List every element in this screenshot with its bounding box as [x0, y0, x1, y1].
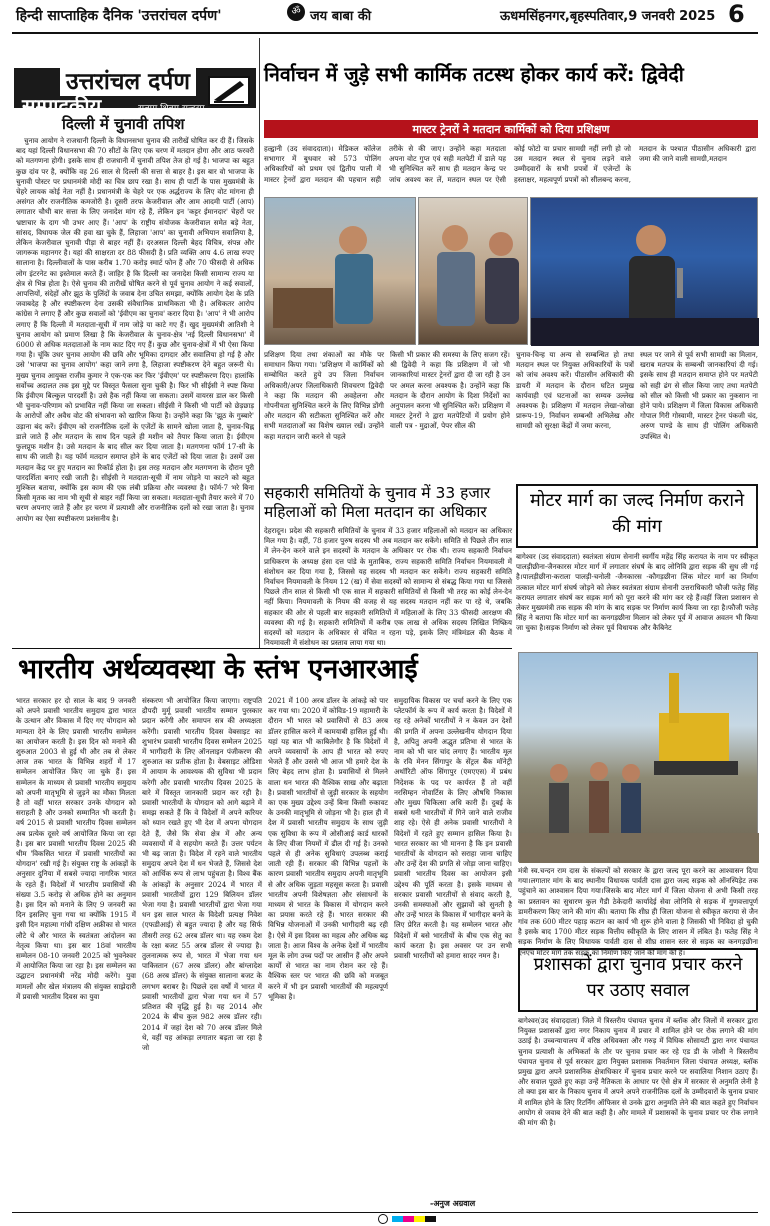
training-photo-1: [264, 197, 416, 345]
om-symbol: ॐ: [287, 3, 305, 21]
story1-col-c: चुनाव-चिन्ह या अन्य से सम्बन्धित हो तथा मतदान स्थल पर नियुक्त अधिकारियों के पत्रों को जांच अवश्य करें। पीठासीन अधिकारी की डायरी में मतदान के दौरान घटित प्रमुख कार्यवाही एवं घटनाओं का सम्यक्‍ उल्लेख अवश्यक है। प्रशिक्षण में मतदान लेखा-जोखा प्रारूप-19, निर्वाचन सम्बन्धी अभिलेख और सामग्री को सुरक्षा केंद्रों में जमा करना,: [516, 350, 634, 431]
column-divider: [259, 38, 260, 648]
story5-title: भारतीय अर्थव्यवस्था के स्तंभ एनआरआई: [18, 654, 418, 685]
editorial-section: सम्पादकीय: [22, 94, 102, 118]
story3-title: मोटर मार्ग का जल्द निर्माण कराने की मांग: [529, 490, 745, 537]
story5-col4: समुदायिक विकास पर चर्चा करने के लिए एक प्लेटफॉर्म के रूप में कार्य करता है। विदेशों में रह रहे अनेकों भारतीयों ने न केवल उन देशों की प्रगति में अपना उल्लेखनीय योगदान दिया है, अपितु अपनी अद्भुत प्रतिभा से भारत के नाम को भी चार चांद लगाए हैं। भारतीय मूल के रवि मेनन सिंगापुर के सेंट्रल बैंक मॉनेट्री अथॉरिटी ऑफ सिंगापुर (एमएएस) में प्रबंध निदेशक के पद पर कार्यरत हैं तो वहीं नरसिम्हन नोवार्टिस के लिए औषधि निकास और मुख्य चिकित्सा अधि कारी हैं। दुबई के सबसे धनी भारतीयों में गिने जाने वाले राजीव शाह रहे। ऐसे ही अनेक प्रवासी भारतीयों ने विदेशों में रहते हुए सम्मान हासिल किया है। भारत सरकार का भी मानना है कि इन प्रवासी भारतीयों के योगदान को सराहा जाना चाहिए और उन्हें देश की प्रगति से जोड़ा जाना चाहिए। प्रवासी भारतीय दिवस का आयोजन इसी उद्देश्य की पूर्ति करता है। इसके माध्यम से सरकार प्रवासी भारतीयों से संवाद करती है, उनकी समस्याओं और सुझावों को सुनती है और उन्हें भारत के विकास में भागीदार बनने के लिए प्रेरित करती है। यह सम्मेलन भारत और विदेशों में बसे भारतीयों के बीच एक सेतु का कार्य करता है। इस अवसर पर उन सभी प्रवासी भारतीयों को हमारा सादर नमन है।: [394, 696, 512, 961]
registration-target: [378, 1214, 388, 1224]
story5-byline: -अनुज अग्रवाल: [430, 1199, 476, 1208]
training-photo-2: [418, 197, 528, 345]
story3-body: बागेश्वर (उद संवाददाता) स्वतंत्रता संग्राम सेनानी स्वर्गीय महेंद्र सिंह करायत के नाम पर स्वीकृत पालड़ीछीना-जैनकारस मोटर मार्ग में लगातार संघर्ष के बाद लोनिवि द्वारा सड़क की सुध ली गई है।पालड़ीछीना-कराला पालड़ी-चनोली -जैनकारस -कौगड़छीना लिंक मोटर मार्ग का निर्माण तत्काल मोटर मार्ग संघर्ष जोड़ने को लेकर स्वतंत्रता संग्राम सेनानी उत्तराधिकारी फौजी फतेह सिंह करायत लगातार संघर्ष कर सड़क मार्ग को पूरा करने की मांग कर रहे हैं।वहीं जिला प्रशासन से लेकर मुख्यमंत्री तक सड़क की मांग के बाद सड़क पर निर्माण कार्य किया जा रहा है।फौजी फतेह सिंह ने बताया कि मोटर मार्ग का कनगड़छीना मिलान को लेकर पूर्व में आवाज अवतन भी किया जा चुका है।सड़क निर्माण को लेकर पूर्व विधायक और कैबिनेट: [516, 552, 758, 633]
story3-continuation: मंत्री स्व.चन्दन राम दास के संकल्पों को सरकार के द्वारा जल्द पूरा करने का आश्वासन दिया गया।लगातार मांग के बाद स्थानीय विधायक पार्वती दास द्वारा जल्द सड़क को ऑनस्पिड़ेट तक पहुंचाने का आश्वासन दिया गया।जिसके बाद मोटर मार्ग में जिला योजना से अभी किसी तरह का प्रस्तावन का सुधारण कुल गैडी ठेकेदारी कार्यादेई सेवा लोनिवि से सड़क में गुणवत्तापूर्ण डामरीकरण किए जाने की मांग की। बताया कि शीघ्र ही जिला योजना से स्वीकृत कराया से जैन गांव तक 600 मीटर पहाड़ कटान का कार्य भी शुरू होने वाला है जिसकी भी निविदा हो चुकी है इसके बाद 1700 मीटर सड़क वित्तीय स्वीकृति के लिए शासन में लंबित है। फतेह सिंह ने सड़क निर्माण के लिए विधायक पार्वती दास से शीघ्र शासन स्तर से सड़क का कनगड़छीना एनएच मोटर मार्ग तक सड़क का निर्माण किए जाने की मांग की है।: [518, 866, 758, 957]
footer-rule: [12, 1212, 758, 1213]
tagline: जय बाबा की: [310, 9, 372, 24]
story1-col-d: स्थल पर जाने से पूर्व सभी सामग्री का मिलान, खराब मतपत्र के सम्बन्धी जानकारियां दी गई। इसके साथ ही मतदान समाप्त होने पर मतपेटी को सही ढंग से सील किया जाए तथा मतपेटी को सील को किसी भी प्रकार का नुकसान ना होने पाये। प्रशिक्षण में जिला विकास अधिकारी गोपाल गिरी गोस्वामी, मास्टर ट्रेनर पंकजी चंद, अरुण पाण्डे के साथ ही पोलिंग अधिकारी उपस्थित थे।: [640, 350, 758, 441]
editorial-body: चुनाव आयोग ने राजधानी दिल्ली के विधानसभा चुनाव की तारीखें घोषित कर दी हैं। जिसके बाद यहां दिल्ली विधानसभा की 70 सीटों के लिए एक चरण में मतदान होगा और आठ फरवरी को मतगणना होगी। इसके साथ ही राजधानी में चुनावी तपिश तेज हो गई है। भाजपा का बहुत कुछ दांव पर है, क्योंकि वह 26 साल से दिल्ली की सत्ता से बाहर है। इस बार वो भाजपा के चुनावी पोस्टर पर प्रधानमंत्री मोदी का चित्र छाप रखा है। साथ ही पार्टी के पास मुख्यमंत्री के चेहरे लायक कोई नेता नहीं है। प्रधानमंत्री के चेहरे पर एक अर्द्धराज्य के लिए वोट मांगना ही असंगत और राजनीतिक कमजोरी है। दूसरी तरफ केजरीवाल और आम आदमी पार्टी (आप) लगातार चौथी बार सत्ता के लिए जनादेश मांग रहे हैं, लेकिन इन 'कट्टर ईमानदार' चेहरों पर भ्रष्टाचार के दाग भी उभर आए हैं। 'आप' के राष्ट्रीय संयोजक केजरीवाल समेत बड़े नेता, सांसद, विधायक जेल की हवा खा चुके हैं, लिहाजा 'आप' का चुनावी अभियान सवालिया है, लेकिन केजरीवाल चुनावी पीड़ा से बाहर नहीं हैं। दरअसल दिल्ली बेहद विचित्र, संपन्न और जागरूक महानगर है। यहां की साक्षरता दर 88 फीसदी है। प्रति व्यक्ति आय 4.6 लाख रुपए सालाना है। दिल्लीवालों के पास करीब 1.70 करोड़ स्मार्ट फोन हैं और 70 फीसदी से अधिक लोग इंटरनेट का इस्तेमाल करते हैं। जाहिर है कि दिल्ली का जनादेश किसी सामान्य राज्य या क्षेत्र से भिन्न होता है। ऐसे चुनाव की तारीखें घोषित करने से पूर्व चुनाव आयोग ने कई सवालों, आपत्तियों, संदेहों और झूठ के पुलिंदों के जवाब देना उचित समझा, क्योंकि आयोग देश के प्रति जवाबदेह है और स्पष्टीकरण देना उसकी संवैधानिक प्राथमिकता भी है। अधिकतर आरोप कांग्रेस ने लगाए हैं और कुछ सवालों को 'ईवीएम का चुनाव' करार दिया है। 'आप' ने भी आरोप लगाए हैं कि दिल्ली में मतदाता-सूची में नाम जोड़े या काटे गए हैं। खुद मुख्यमंत्री आतिशी ने चुनाव आयोग को प्रमाण लिखा है कि केजरीवाल के चुनाव-क्षेत्र 'नई दिल्ली विधानसभा' में 6000 से अधिक मतदाताओं के नाम काट दिए गए हैं। कुछ और चुनाव-क्षेत्रों में भी ऐसा किया गया है। चूंकि उधर चुनाव आयोग की छवि और भूमिका दागदार और सवालिया हो गई है और उसे 'भाजपा का चुनाव आयोग' कहा जाने लगा है, लिहाजा स्पष्टीकरण देने बहुत जरूरी थे। मुख्य चुनाव आयुक्त राजीव कुमार ने एक-एक कर फिर 'ईवीएम' पर स्पष्टीकरण दिए। हालांकि सर्वोच्च अदालत तक इस मुद्दे पर विस्तृत फैसला सुना चुकी है। फिर भी सीईसी ने स्पष्ट किया कि ईवीएम बिल्कुल पारदर्शी है। उसे हैक नहीं किया जा सकता। उसमें वायरस डाल कर किसी भी चुनाव-परिणाम को प्रभावित नहीं किया जा सकता। सीईसी ने किसी भी पार्टी को छेड़छाड़ के आरोपों और अवैध वोट की संभावना को खारिज किया है। उन्होंने कहा कि 'झूठ के गुब्बारे' उड़ाना बंद करें। ईवीएम को राजनीतिक दलों के एजेंटों के सामने खोला जाता है, चुनाव-चिह्न डाले जाते हैं और मतदान के साथ दिन पहले ही मशीन को तैयार किया जाता है। ईवीएम फुलप्रूफ मशीन है। उसे मतदान के बाद सील कर दिया जाता है। मतगणना फॉर्म 17-सी के साथ की जाती है। यह फॉर्म मतदान समाप्त होने के बाद एजेंटों को दिया जाता है। उसमें उस मतदान केंद्र पर हुए मतदान का रिकॉर्ड होता है। इस तरह मतदान और मतगणना के दौरान पूरी पारदर्शिता बनाए रखी जाती है। सीईसी ने मतदाता-सूची में नाम जोड़ने या काटने को बहुत मुश्किल बताया, क्योंकि इस काम की एक लंबी प्रक्रिया और व्यवस्था है। फॉर्म-7 भरे बिना किसी मृतक का नाम भी सूची से बाहर नहीं किया जा सकता। मतदाता-सूची तैयार करने में 70 चरण अपनाए जाते हैं और हर चरण में प्रत्याशी और राजनीतिक दलों को रखा जाता है। चुनाव आयोग का ऐसा स्पष्टीकरण प्रशंसनीय है।: [16, 136, 254, 523]
story5-col1: भारत सरकार हर दो साल के बाद 9 जनवरी को अपने प्रवासी भारतीय समुदाय द्वारा भारत के उत्थान और विकास में दिए गए योगदान को मान्यता देने के लिए प्रवासी भारतीय सम्मेलन का आयोजन करती है। इस दिन को मनाने की शुरुआत 2003 से हुई थी और तब से लेकर आज तक भारत के विभिन्न शहरों में 17 सम्मेलन आयोजित किए जा चुके हैं। इस सम्मेलन के माध्यम से प्रवासी भारतीय समुदाय को अपनी मातृभूमि से जुड़ने का मौका मिलता है तो वहीं भारत सरकार उनके योगदान को सराहती है और उनको सम्मानित भी करती है। वर्ष 2015 से प्रवासी भारतीय दिवस सम्मेलन अब प्रत्येक दूसरे वर्ष आयोजित किया जा रहा है। इस बार प्रवासी भारतीय दिवस 2025 की थीम 'विकसित भारत में प्रवासी भारतीयों का योगदान' रखी गई है। संयुक्त राष्ट्र के आंकड़ों के अनुसार दुनिया में सबसे ज्यादा नागरिक भारत के रहते हैं। विदेशों में भारतीय प्रवासियों की संख्या 3.5 करोड़ से अधिक होने का अनुमान है। इस दिन को मनाने के लिए 9 जनवरी का दिन इसलिए चुना गया था क्योंकि 1915 में इसी दिन महात्मा गांधी दक्षिण अफ्रीका से भारत लौटे थे और भारत के स्वतंत्रता आंदोलन का नेतृत्व किया था। इस बार 18वां भारतीय सम्मेलन 08-10 जनवरी 2025 को भुवनेश्वर में आयोजित किया जा रहा है। इस सम्मेलन का उद्घाटन प्रधानमंत्री नरेंद्र मोदी करेंगे। युवा मामलों और खेल मंत्रालय की संयुक्त साझेदारी में प्रवासी भारतीय दिवस का युवा: [16, 696, 136, 1001]
story5-col3: 2021 में 100 अरब डॉलर के आंकड़े को पार कर गया था। 2020 में कोविड-19 महामारी के दौरान भी भारत को प्रवासियों से 83 अरब डॉलर हासिल करने में कामयाबी हासिल हुई थी। यहां यह बात भी काबिलेगौर है कि विदेशों में अपने व्यवसायों के आप ही भारत को रुपए भेजते हैं और उससे भी आज भी हमारे देश के लिए बेहद लाभ होता है। प्रवासियों से मिलने वाला धन भारत की वैश्विक साख और बढ़ाता है। प्रवासी भारतीयों से जुड़ी सरकार के सहयोग का एक मुख्य उद्देश्य उन्हें बिना किसी रुकावट के उनकी मातृभूमि से जोड़ना भी है। हाल ही में देश में प्रवासी भारतीय समुदाय के साथ जुड़ी एक सुविधा के रूप में ओसीआई कार्ड धारकों के लिए वीजा नियमों में ढील दी गई है। उनको पहले से ही अनेक सुविधाएं उपलब्ध कराई जाती रही हैं। सरकार की विभिन्न पहलों के कारण प्रवासी भारतीय समुदाय अपनी मातृभूमि से और अधिक जुड़ता महसूस करता है। प्रवासी भारतीय अपनी विशेषज्ञता और संसाधनों के माध्यम से भारत के विकास में योगदान करने का प्रयास करते रहे हैं। भारत सरकार की विभिन्न योजनाओं में उनकी भागीदारी बढ़ रही है। ऐसे में इस दिवस का महत्व और अधिक बढ़ जाता है। आज विश्व के अनेक देशों में भारतीय मूल के लोग उच्च पदों पर आसीन हैं और अपने कार्यों से भारत का नाम रोशन कर रहे हैं। वैश्विक स्तर पर भारत की छवि को मजबूत करने में भी इन प्रवासी भारतीयों की महत्वपूर्ण भूमिका है।: [268, 696, 388, 1001]
page-number: 6: [728, 0, 745, 28]
story5-col2: संस्करण भी आयोजित किया जाएगा। राष्ट्रपति द्रौपदी मुर्मू प्रवासी भारतीय सम्मान पुरस्कार प्रदान करेंगी और समापन सत्र की अध्यक्षता करेंगी। प्रवासी भारतीय दिवस वेबसाइट का शुभारंभ प्रवासी भारतीय दिवस सम्मेलन 2025 में भागीदारी के लिए ऑनलाइन पंजीकरण की शुरुआत का प्रतीक होता है। वेबसाइट ओडिशा में आयाम के आवश्यक की सुविधा भी प्रदान करेगी और प्रवासी भारतीय दिवस 2025 के बारे में विस्तृत जानकारी प्रदान कर रही है। प्रवासी भारतीयों के योगदान को आगे बढ़ाने में समझ सकते हैं कि वे विदेशों में अपने करियर को ध्यान रखते हुए भी देश में अपना योगदान देते हैं, जैसे कि सेवा क्षेत्र में और अन्य व्यवसायों में वे सहयोग करते हैं। उत्तर पर्यटन भी बढ़ जाता है। विदेश में रहने वाले भारतीय समुदाय अपने देश में धन भेजते हैं, जिससे देश को आर्थिक रूप से लाभ पहुंचता है। विश्व बैंक के आंकड़ों के अनुसार 2024 में भारत में प्रवासी भारतीयों द्वारा 129 बिलियन डॉलर भेजा गया है। प्रवासी भारतीयों द्वारा भेजा गया धन इस साल भारत के विदेशी प्रत्यक्ष निवेश (एफडीआई) से बहुत ज्यादा है और यह सिर्फ तीसरी तरह 62 अरब डॉलर था। यह रकम देश के रक्षा बजट 55 अरब डॉलर से ज्यादा है। तुलनात्मक रूप से, भारत में भेजा गया धन पाकिस्तान (67 अरब डॉलर) और बांग्लादेश (68 अरब डॉलर) के संयुक्त सालाना बजट के लगभग बराबर है। पिछले दस वर्षों में भारत में प्रवासी भारतीयों द्वारा भेजा गया धन में 57 प्रतिशत की वृद्धि हुई है। यह 2014 और 2024 के बीच कुल 982 अरब डॉलर रही। 2014 में जहां देश को 70 अरब डॉलर मिले थे, वहीं यह आंकड़ा लगातार बढ़ता जा रहा है जो: [142, 696, 262, 1052]
quill-logo: [208, 76, 250, 106]
story1-col-a: प्रशिक्षण दिया तथा शंकाओं का मौके पर समाधान किया गया। 'प्रशिक्षण में कार्मिकों को सम्बोधित करते हुये उप जिला निर्वाचन अधिकारी/अपर जिलाधिकारी शिवचरण द्विवेदी ने कहा कि मतदान की अवहेलना और गोपनीयता सुनिश्चित करने के लिए विभिन्न डोंगी और मतदान की सटीकता सुनिश्चित करें और सभी मतदाताओं का विशेष ख्याल रखें। उन्होंने कहा मतदान जारी करने से पहले: [264, 350, 384, 441]
editorial-motto: सत्यम् शिवम् सुन्दरम्: [138, 104, 205, 114]
mid-rule: [12, 648, 512, 649]
header-rule: [12, 32, 758, 34]
color-strip: [392, 1216, 436, 1222]
editorial-title: दिल्ली में चुनावी तपिश: [62, 115, 185, 133]
training-photo-3: [530, 197, 758, 345]
paper-name: हिन्दी साप्ताहिक दैनिक 'उत्तरांचल दर्पण': [16, 8, 222, 24]
story4-body: बागेश्वर(उद संवाददाता) जिले में त्रिस्तरीय पंचायत चुनाव में ब्लॉक और जिलों में सरकार द्वारा नियुक्त प्रशासकों द्वारा नगर निकाय चुनाव में प्रचार में शामिल होने पर रोक लगाने की मांग उठाई है। उच्चन्यायालय में वरिष्ठ अधिवक्ता और गरुड़ में विधिक सोसायटी द्वारा नगर पंचायत चुनाव प्रत्याशी के अभिकर्ता के तौर पर चुनाव प्रचार कर रहे एड डी के जोशी ने त्रिस्तरीय पंचायत चुनाव से पूर्व सरकार द्वारा नियुक्त प्रशासक निवर्तमान जिला पंचायत अध्यक्ष, ब्लॉक प्रमुख द्वारा अपने प्रशासनिक क्षेत्राधिकार में चुनाव प्रचार करने पर सवालिया निशान उठाए हैं। और सवाल पूछते हुए कहा उन्हें नैतिकता के आधार पर ऐसे क्षेत्र में सरकार से अनुमति लेनी है तो क्या इस बार के निकाय चुनाव में अपने अपने राजनीतिक दलों के उम्मीदवारों के चुनाव प्रचार में शामिल होने के लिए रिटर्निंग ऑफिसर से उनके द्वारा अनुमति लेने की बात कहते हुए निर्वाचन आयोग से जवाब देने की बात कही है। और मामले में प्रशासकों के चुनाव प्रचार पर रोक लगाने की मांग की है।: [518, 1016, 758, 1128]
editorial-brand: उत्तरांचल दर्पण: [60, 64, 196, 96]
story1-lead: हल्द्वानी (उद संवाददाता)। मेडिकल कॉलेज सभागार में बुधवार को 573 पोलिंग अधिकारियों को प्रथम एवं द्वितीय पाली में मास्टर ट्रेनरों द्वारा मतदान की पहचान सही तरीके से की जाए। उन्होंने कहा मतदाता अपना वोट गुप्त एवं सही मतपेटी में डाले यह भी सुनिश्चित करें साथ ही मतदान केन्द्र पर जांच अवश्य कर लें, मतदान स्थल पर ऐसी कोई फोटो या प्रचार सामग्री नहीं लगी हो जो उस मतदान स्थल से चुनाव लड़ने वाले उम्मीदवारों के सभी प्रपत्रों में एजेन्टों के हस्ताक्षर, महत्वपूर्ण प्रपत्रों को सीलबन्द करना, मतदान के पश्चात पीठासीन अधिकारी द्वारा जमा की जाने वाली सामग्री,मतदान: [264, 144, 756, 184]
story1-title: निर्वाचन में जुड़े सभी कार्मिक तटस्थ होकर कार्य करें: द्विवेदी: [264, 63, 684, 86]
story4-title: प्रशासकों द्वारा चुनाव प्रचार करने पर उठाए सवाल: [533, 954, 743, 1001]
story2-body: देहरादून। प्रदेश की सहकारी समितियों के चुनाव में 33 हजार महिलाओं को मतदान का अधिकार मिल गया है। वहीं, 78 हजार पुरुष सदस्य भी अब मतदान कर सकेंगे। समिति से पिछले तीन साल में लेन-देन करने वाले इन सदस्यों के मतदान के अधिकार पर रोक थी। राज्य सहकारी निर्वाचन प्राधिकरण के अध्यक्ष हंसा दत्त पांडे के मुताबिक, राज्य सहकारी समिति निर्वाचन नियमावली में संशोधन कर दिया गया है, जिससे यह सदस्य भी मतदान कर सकेंगे। राज्य सहकारी समिति निर्वाचन नियमावली के नियम 12 (ख) में सेवा सदस्यों को सामान्य से संबद्ध किया गया था जिससे पिछले तीन साल से किसी भी एक साल में सहकारी समितियों से किसी भी तरह का कोई लेन-देन नहीं किया। नियमावली के नियम की वजह से यह सदस्य मतदान नहीं कर पा रहे थे, जबकि सहकार की ओर से पहली बार सहकारी समितियों में महिलाओं के लिए 33 फीसदी आरक्षण की व्यवस्था की गई है। सहकारी समितियों में करीब एक लाख से अधिक सदस्य लिखित निष्क्रिय सदस्यों को मतदान के अधिकार से वंचित न रहना पड़े, इसके लिए मंत्रिमंडल की बैठक में नियमावली में संशोधन का प्रस्ताव लाया गया था।: [264, 526, 512, 648]
road-construction-photo: [518, 652, 758, 862]
story1-subtitle: मास्टर ट्रेनरों ने मतदान कार्मिकों को दिया प्रशिक्षण: [412, 123, 610, 136]
story1-col-b: किसी भी प्रकार की समस्या के लिए सजग रहें। श्री द्विवेदी ने कहा कि प्रशिक्षण में जो भी जानकारियां मास्टर ट्रेनरों द्वारा दी जा रही है उन पर अमल करना अवश्यक है। उन्होंने कहा कि मतदान के दौरान आयोग के दिशा निर्देशों का अनुपालन करना भी सुनिश्चित करें। प्रशिक्षण में मास्टर ट्रेनरों ने द्वारा मतपेटियों में प्रयोग होने वाली पत्र - मुद्राओं, पेपर सील की: [390, 350, 510, 431]
story2-title: सहकारी समितियों के चुनाव में 33 हजार महिलाओं को मिला मतदान का अधिकार: [264, 484, 491, 521]
place-date: ऊधमसिंहनगर,बृहस्पतिवार,9 जनवरी 2025: [500, 9, 716, 24]
